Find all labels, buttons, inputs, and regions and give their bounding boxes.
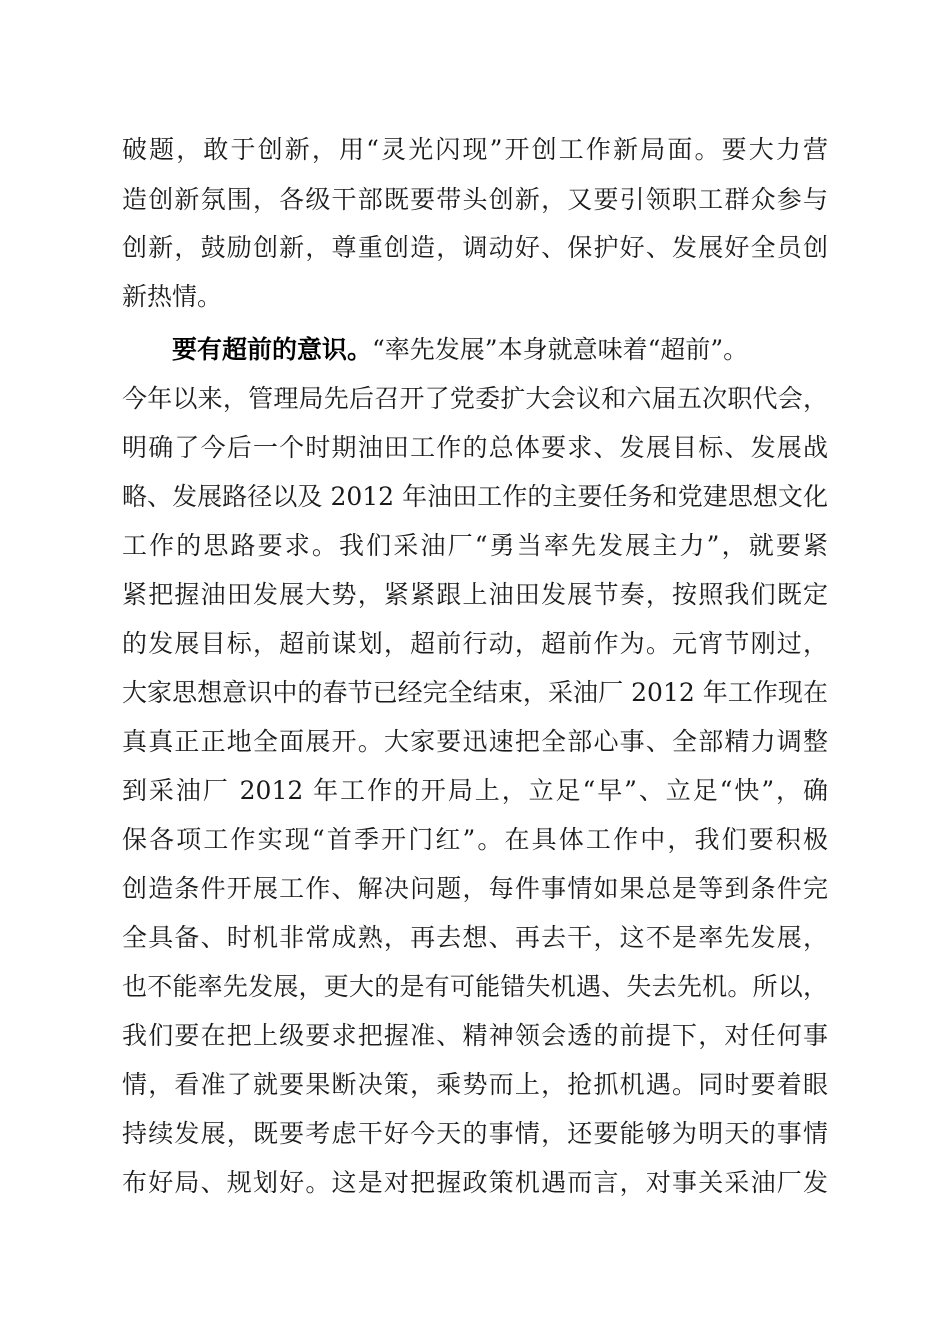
paragraph-line: 创新，鼓励创新，尊重创造，调动好、保护好、发展好全员创: [122, 233, 828, 262]
paragraph-line: 新热情。: [122, 282, 223, 311]
paragraph-line: 我们要在把上级要求把握准、精神领会透的前提下，对任何事: [122, 1021, 828, 1050]
paragraph-line: 破题，敢于创新，用“灵光闪现”开创工作新局面。要大力营: [122, 135, 828, 164]
paragraph-line: 明确了今后一个时期油田工作的总体要求、发展目标、发展战: [122, 433, 828, 462]
paragraph-line: 略、发展路径以及 2012 年油田工作的主要任务和党建思想文化: [122, 482, 828, 511]
paragraph-line: 的发展目标，超前谋划，超前行动，超前作为。元宵节刚过，: [122, 629, 828, 658]
paragraph-line: 保各项工作实现“首季开门红”。在具体工作中，我们要积极: [122, 825, 828, 854]
paragraph-line: 也不能率先发展，更大的是有可能错失机遇、失去先机。所以，: [122, 972, 828, 1001]
paragraph-line: 全具备、时机非常成熟，再去想、再去干，这不是率先发展，: [122, 923, 828, 952]
section-heading: 要有超前的意识。: [172, 335, 373, 364]
paragraph-line: 紧把握油田发展大势，紧紧跟上油田发展节奏，按照我们既定: [122, 580, 828, 609]
paragraph-line: 布好局、规划好。这是对把握政策机遇而言，对事关采油厂发: [122, 1168, 828, 1197]
paragraph-line: 创造条件开展工作、解决问题，每件事情如果总是等到条件完: [122, 874, 828, 903]
paragraph-line: 工作的思路要求。我们采油厂“勇当率先发展主力”，就要紧: [122, 531, 828, 560]
paragraph-first-line: [172, 330, 828, 370]
paragraph-line: 到采油厂 2012 年工作的开局上，立足“早”、立足“快”，确: [122, 776, 828, 805]
paragraph-line: 真真正正地全面展开。大家要迅速把全部心事、全部精力调整: [122, 727, 828, 756]
first-line-text: “率先发展”本身就意味着“超前”。: [372, 335, 749, 364]
paragraph-line: 情，看准了就要果断决策，乘势而上，抢抓机遇。同时要着眼: [122, 1070, 828, 1099]
paragraph-line: 持续发展，既要考虑干好今天的事情，还要能够为明天的事情: [122, 1119, 828, 1148]
paragraph-line: 造创新氛围，各级干部既要带头创新，又要引领职工群众参与: [122, 185, 828, 214]
paragraph-line: 大家思想意识中的春节已经完全结束，采油厂 2012 年工作现在: [122, 678, 828, 707]
paragraph-line: 今年以来，管理局先后召开了党委扩大会议和六届五次职代会，: [122, 384, 828, 413]
